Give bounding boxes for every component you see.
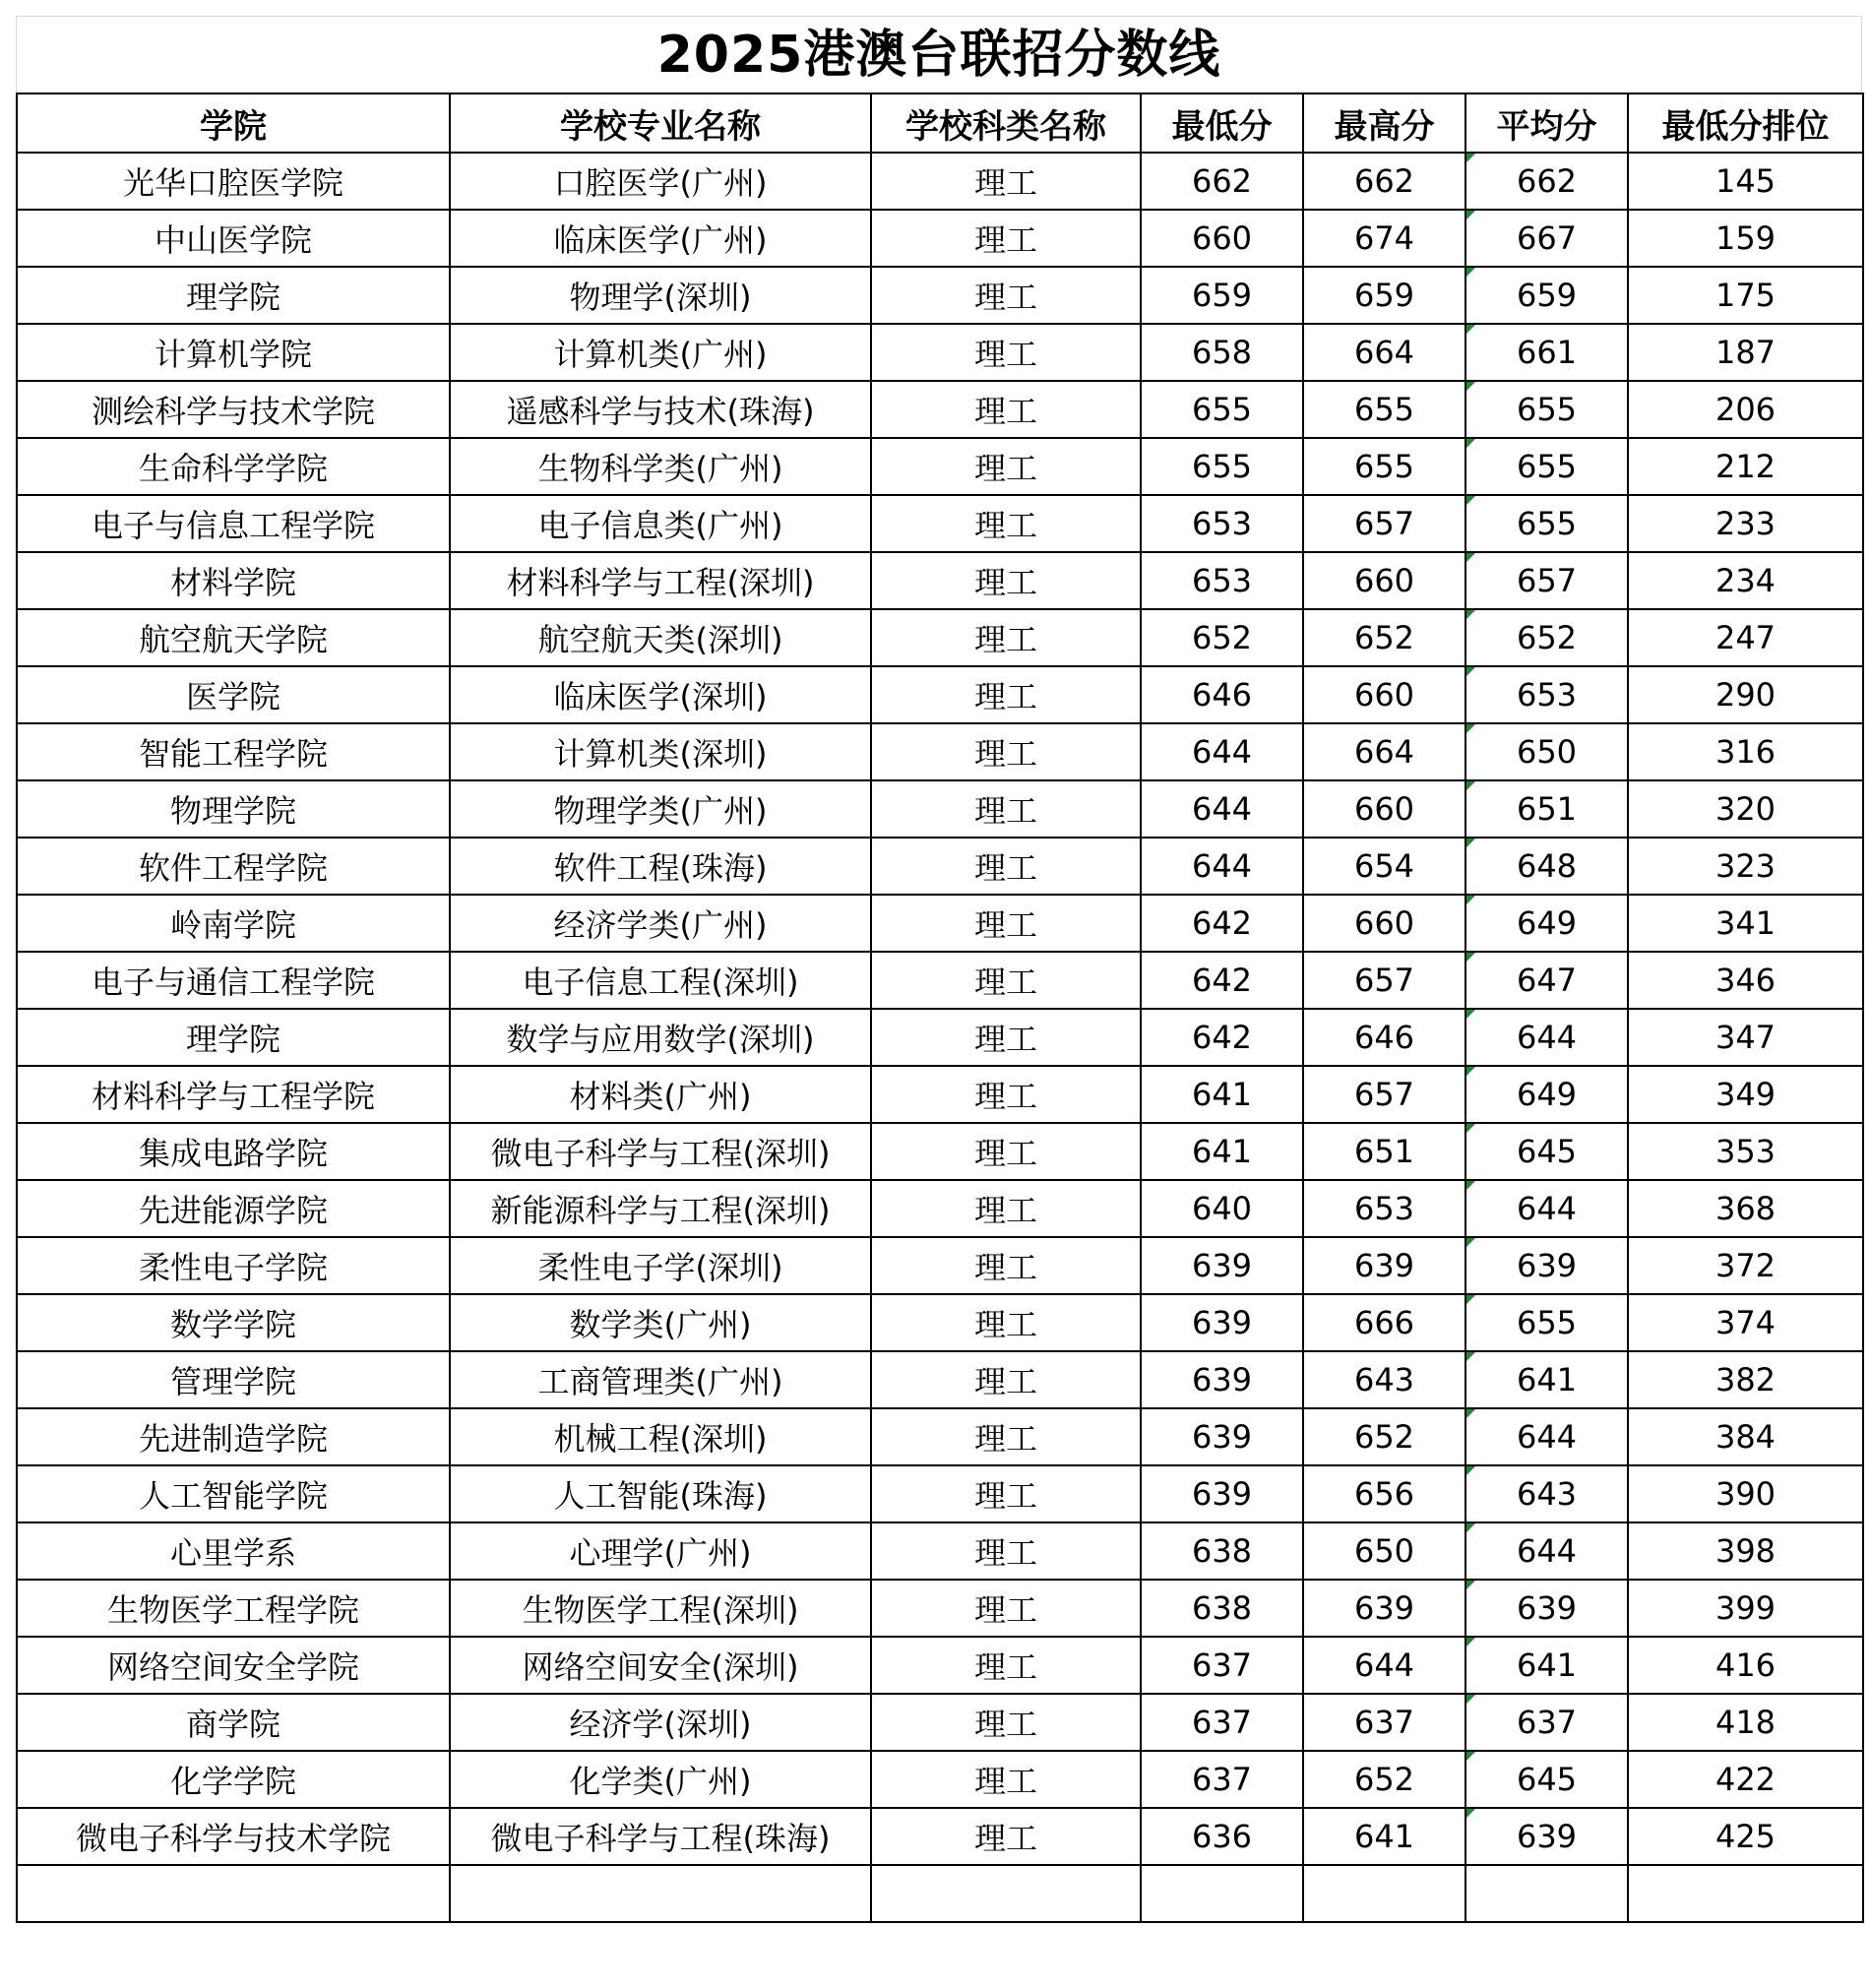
table-row xyxy=(17,838,1863,895)
category-cell[interactable]: 理工 xyxy=(871,895,1141,952)
max-score-cell[interactable]: 660 xyxy=(1303,666,1465,723)
category-cell[interactable]: 理工 xyxy=(871,666,1141,723)
category-cell[interactable]: 理工 xyxy=(871,1580,1141,1637)
max-score-cell[interactable]: 652 xyxy=(1303,1751,1465,1808)
category-cell[interactable]: 理工 xyxy=(871,1522,1141,1580)
max-score-cell[interactable]: 641 xyxy=(1303,1808,1465,1865)
table-row xyxy=(17,609,1863,666)
min-rank-cell[interactable]: 398 xyxy=(1628,1522,1863,1580)
max-score-cell[interactable]: 653 xyxy=(1303,1180,1465,1237)
major-cell[interactable]: 心理学(广州) xyxy=(450,1522,871,1580)
major-cell[interactable]: 遥感科学与技术(珠海) xyxy=(450,381,871,438)
min-score-cell[interactable]: 641 xyxy=(1141,1123,1303,1180)
major-cell[interactable]: 计算机类(深圳) xyxy=(450,723,871,780)
table-row xyxy=(17,723,1863,780)
min-score-cell[interactable]: 644 xyxy=(1141,780,1303,838)
avg-score-cell[interactable]: 655 xyxy=(1465,381,1628,438)
min-rank-cell[interactable]: 384 xyxy=(1628,1408,1863,1465)
category-cell[interactable]: 理工 xyxy=(871,210,1141,267)
major-cell[interactable]: 化学类(广州) xyxy=(450,1751,871,1808)
category-cell[interactable]: 理工 xyxy=(871,1180,1141,1237)
avg-score-cell[interactable]: 647 xyxy=(1465,952,1628,1009)
major-cell[interactable]: 材料类(广州) xyxy=(450,1066,871,1123)
max-score-cell[interactable]: 643 xyxy=(1303,1351,1465,1408)
min-rank-cell[interactable]: 346 xyxy=(1628,952,1863,1009)
min-rank-cell[interactable]: 422 xyxy=(1628,1751,1863,1808)
college-cell[interactable]: 数学学院 xyxy=(17,1294,450,1351)
avg-score-cell[interactable]: 639 xyxy=(1465,1808,1628,1865)
category-cell[interactable]: 理工 xyxy=(871,381,1141,438)
min-rank-cell[interactable]: 316 xyxy=(1628,723,1863,780)
major-cell[interactable]: 生物科学类(广州) xyxy=(450,438,871,495)
column-header-category: 学校科类名称 xyxy=(871,93,1141,153)
min-score-cell[interactable]: 639 xyxy=(1141,1408,1303,1465)
category-cell[interactable]: 理工 xyxy=(871,552,1141,609)
category-cell[interactable]: 理工 xyxy=(871,1294,1141,1351)
avg-score-cell[interactable]: 659 xyxy=(1465,267,1628,324)
avg-score-cell[interactable]: 650 xyxy=(1465,723,1628,780)
avg-score-cell[interactable]: 644 xyxy=(1465,1522,1628,1580)
table-row xyxy=(17,1180,1863,1237)
avg-score-cell[interactable]: 644 xyxy=(1465,1180,1628,1237)
major-cell[interactable]: 生物医学工程(深圳) xyxy=(450,1580,871,1637)
major-cell[interactable]: 网络空间安全(深圳) xyxy=(450,1637,871,1694)
category-cell[interactable]: 理工 xyxy=(871,267,1141,324)
spreadsheet xyxy=(16,16,1862,1923)
max-score-cell[interactable]: 655 xyxy=(1303,381,1465,438)
min-rank-cell[interactable]: 368 xyxy=(1628,1180,1863,1237)
avg-score-cell[interactable]: 639 xyxy=(1465,1580,1628,1637)
min-score-cell[interactable]: 637 xyxy=(1141,1637,1303,1694)
category-cell[interactable]: 理工 xyxy=(871,324,1141,381)
college-cell[interactable]: 电子与信息工程学院 xyxy=(17,495,450,552)
min-rank-cell[interactable]: 341 xyxy=(1628,895,1863,952)
table-row xyxy=(17,780,1863,838)
min-rank-cell[interactable]: 372 xyxy=(1628,1237,1863,1294)
college-cell[interactable]: 中山医学院 xyxy=(17,210,450,267)
table-row xyxy=(17,1580,1863,1637)
college-cell[interactable]: 航空航天学院 xyxy=(17,609,450,666)
max-score-cell[interactable]: 659 xyxy=(1303,267,1465,324)
min-rank-cell[interactable]: 206 xyxy=(1628,381,1863,438)
min-score-cell[interactable]: 638 xyxy=(1141,1522,1303,1580)
min-rank-cell[interactable]: 159 xyxy=(1628,210,1863,267)
avg-score-cell[interactable]: 644 xyxy=(1465,1009,1628,1066)
college-cell[interactable]: 先进能源学院 xyxy=(17,1180,450,1237)
category-cell[interactable]: 理工 xyxy=(871,1009,1141,1066)
table-row xyxy=(17,381,1863,438)
college-cell[interactable]: 软件工程学院 xyxy=(17,838,450,895)
min-rank-cell[interactable]: 425 xyxy=(1628,1808,1863,1865)
header-row xyxy=(17,93,1863,153)
table-row xyxy=(17,438,1863,495)
college-cell[interactable]: 集成电路学院 xyxy=(17,1123,450,1180)
min-score-cell[interactable]: 659 xyxy=(1141,267,1303,324)
min-score-cell[interactable]: 662 xyxy=(1141,153,1303,210)
table-row xyxy=(17,1465,1863,1522)
category-cell[interactable]: 理工 xyxy=(871,1123,1141,1180)
college-cell[interactable]: 管理学院 xyxy=(17,1351,450,1408)
min-score-cell[interactable]: 636 xyxy=(1141,1808,1303,1865)
max-score-cell[interactable]: 652 xyxy=(1303,1408,1465,1465)
category-cell[interactable]: 理工 xyxy=(871,1237,1141,1294)
min-rank-cell[interactable]: 187 xyxy=(1628,324,1863,381)
min-score-cell[interactable]: 653 xyxy=(1141,552,1303,609)
college-cell[interactable]: 理学院 xyxy=(17,1009,450,1066)
min-score-cell[interactable]: 639 xyxy=(1141,1351,1303,1408)
major-cell[interactable]: 材料科学与工程(深圳) xyxy=(450,552,871,609)
avg-score-cell[interactable]: 657 xyxy=(1465,552,1628,609)
min-score-cell[interactable]: 644 xyxy=(1141,838,1303,895)
avg-score-cell[interactable]: 655 xyxy=(1465,495,1628,552)
category-cell[interactable]: 理工 xyxy=(871,1808,1141,1865)
college-cell[interactable]: 柔性电子学院 xyxy=(17,1237,450,1294)
min-rank-cell[interactable]: 390 xyxy=(1628,1465,1863,1522)
college-cell[interactable]: 计算机学院 xyxy=(17,324,450,381)
college-cell[interactable]: 电子与通信工程学院 xyxy=(17,952,450,1009)
blank-cell xyxy=(1628,1865,1863,1922)
max-score-cell[interactable]: 639 xyxy=(1303,1580,1465,1637)
avg-score-cell[interactable]: 652 xyxy=(1465,609,1628,666)
min-score-cell[interactable]: 655 xyxy=(1141,381,1303,438)
blank-cell xyxy=(450,1865,871,1922)
category-cell[interactable]: 理工 xyxy=(871,438,1141,495)
college-cell[interactable]: 人工智能学院 xyxy=(17,1465,450,1522)
table-row xyxy=(17,1808,1863,1865)
major-cell[interactable]: 航空航天类(深圳) xyxy=(450,609,871,666)
category-cell[interactable]: 理工 xyxy=(871,838,1141,895)
min-rank-cell[interactable]: 234 xyxy=(1628,552,1863,609)
college-cell[interactable]: 心里学系 xyxy=(17,1522,450,1580)
max-score-cell[interactable]: 666 xyxy=(1303,1294,1465,1351)
college-cell[interactable]: 网络空间安全学院 xyxy=(17,1637,450,1694)
max-score-cell[interactable]: 657 xyxy=(1303,952,1465,1009)
max-score-cell[interactable]: 639 xyxy=(1303,1237,1465,1294)
major-cell[interactable]: 人工智能(珠海) xyxy=(450,1465,871,1522)
category-cell[interactable]: 理工 xyxy=(871,1066,1141,1123)
max-score-cell[interactable]: 652 xyxy=(1303,609,1465,666)
max-score-cell[interactable]: 657 xyxy=(1303,495,1465,552)
min-rank-cell[interactable]: 374 xyxy=(1628,1294,1863,1351)
min-score-cell[interactable]: 638 xyxy=(1141,1580,1303,1637)
score-table xyxy=(16,93,1864,1923)
table-row xyxy=(17,552,1863,609)
blank-cell xyxy=(871,1865,1141,1922)
college-cell[interactable]: 商学院 xyxy=(17,1694,450,1751)
avg-score-cell[interactable]: 655 xyxy=(1465,1294,1628,1351)
min-score-cell[interactable]: 637 xyxy=(1141,1694,1303,1751)
max-score-cell[interactable]: 660 xyxy=(1303,895,1465,952)
max-score-cell[interactable]: 637 xyxy=(1303,1694,1465,1751)
avg-score-cell[interactable]: 645 xyxy=(1465,1123,1628,1180)
min-score-cell[interactable]: 639 xyxy=(1141,1465,1303,1522)
category-cell[interactable]: 理工 xyxy=(871,609,1141,666)
max-score-cell[interactable]: 651 xyxy=(1303,1123,1465,1180)
major-cell[interactable]: 数学与应用数学(深圳) xyxy=(450,1009,871,1066)
max-score-cell[interactable]: 644 xyxy=(1303,1637,1465,1694)
major-cell[interactable]: 工商管理类(广州) xyxy=(450,1351,871,1408)
major-cell[interactable]: 软件工程(珠海) xyxy=(450,838,871,895)
min-score-cell[interactable]: 655 xyxy=(1141,438,1303,495)
major-cell[interactable]: 物理学类(广州) xyxy=(450,780,871,838)
min-score-cell[interactable]: 646 xyxy=(1141,666,1303,723)
min-score-cell[interactable]: 637 xyxy=(1141,1751,1303,1808)
max-score-cell[interactable]: 654 xyxy=(1303,838,1465,895)
table-row xyxy=(17,1408,1863,1465)
max-score-cell[interactable]: 656 xyxy=(1303,1465,1465,1522)
college-cell[interactable]: 微电子科学与技术学院 xyxy=(17,1808,450,1865)
major-cell[interactable]: 微电子科学与工程(深圳) xyxy=(450,1123,871,1180)
college-cell[interactable]: 岭南学院 xyxy=(17,895,450,952)
college-cell[interactable]: 生命科学学院 xyxy=(17,438,450,495)
major-cell[interactable]: 电子信息类(广州) xyxy=(450,495,871,552)
category-cell[interactable]: 理工 xyxy=(871,1408,1141,1465)
sheet-title: 2025港澳台联招分数线 xyxy=(16,16,1862,93)
avg-score-cell[interactable]: 667 xyxy=(1465,210,1628,267)
min-rank-cell[interactable]: 233 xyxy=(1628,495,1863,552)
major-cell[interactable]: 新能源科学与工程(深圳) xyxy=(450,1180,871,1237)
table-row xyxy=(17,895,1863,952)
min-rank-cell[interactable]: 399 xyxy=(1628,1580,1863,1637)
max-score-cell[interactable]: 646 xyxy=(1303,1009,1465,1066)
college-cell[interactable]: 生物医学工程学院 xyxy=(17,1580,450,1637)
avg-score-cell[interactable]: 637 xyxy=(1465,1694,1628,1751)
college-cell[interactable]: 测绘科学与技术学院 xyxy=(17,381,450,438)
blank-row xyxy=(17,1865,1863,1922)
min-rank-cell[interactable]: 212 xyxy=(1628,438,1863,495)
category-cell[interactable]: 理工 xyxy=(871,780,1141,838)
table-body xyxy=(17,153,1863,1865)
table-row xyxy=(17,1009,1863,1066)
column-header-avg-score: 平均分 xyxy=(1465,93,1628,153)
major-cell[interactable]: 电子信息工程(深圳) xyxy=(450,952,871,1009)
min-rank-cell[interactable]: 145 xyxy=(1628,153,1863,210)
column-header-min-rank: 最低分排位 xyxy=(1628,93,1863,153)
college-cell[interactable]: 先进制造学院 xyxy=(17,1408,450,1465)
min-score-cell[interactable]: 639 xyxy=(1141,1237,1303,1294)
min-rank-cell[interactable]: 320 xyxy=(1628,780,1863,838)
major-cell[interactable]: 微电子科学与工程(珠海) xyxy=(450,1808,871,1865)
table-row xyxy=(17,153,1863,210)
major-cell[interactable]: 口腔医学(广州) xyxy=(450,153,871,210)
blank-cell xyxy=(17,1865,450,1922)
column-header-major: 学校专业名称 xyxy=(450,93,871,153)
category-cell[interactable]: 理工 xyxy=(871,1751,1141,1808)
avg-score-cell[interactable]: 644 xyxy=(1465,1408,1628,1465)
avg-score-cell[interactable]: 655 xyxy=(1465,438,1628,495)
min-rank-cell[interactable]: 175 xyxy=(1628,267,1863,324)
major-cell[interactable]: 数学类(广州) xyxy=(450,1294,871,1351)
college-cell[interactable]: 材料科学与工程学院 xyxy=(17,1066,450,1123)
min-score-cell[interactable]: 644 xyxy=(1141,723,1303,780)
avg-score-cell[interactable]: 643 xyxy=(1465,1465,1628,1522)
max-score-cell[interactable]: 660 xyxy=(1303,780,1465,838)
avg-score-cell[interactable]: 651 xyxy=(1465,780,1628,838)
max-score-cell[interactable]: 660 xyxy=(1303,552,1465,609)
min-rank-cell[interactable]: 323 xyxy=(1628,838,1863,895)
major-cell[interactable]: 临床医学(深圳) xyxy=(450,666,871,723)
min-rank-cell[interactable]: 247 xyxy=(1628,609,1863,666)
category-cell[interactable]: 理工 xyxy=(871,153,1141,210)
min-score-cell[interactable]: 642 xyxy=(1141,1009,1303,1066)
max-score-cell[interactable]: 655 xyxy=(1303,438,1465,495)
max-score-cell[interactable]: 657 xyxy=(1303,1066,1465,1123)
blank-cell xyxy=(1141,1865,1303,1922)
avg-score-cell[interactable]: 641 xyxy=(1465,1637,1628,1694)
category-cell[interactable]: 理工 xyxy=(871,1465,1141,1522)
min-rank-cell[interactable]: 353 xyxy=(1628,1123,1863,1180)
avg-score-cell[interactable]: 649 xyxy=(1465,1066,1628,1123)
min-score-cell[interactable]: 642 xyxy=(1141,952,1303,1009)
category-cell[interactable]: 理工 xyxy=(871,1694,1141,1751)
major-cell[interactable]: 临床医学(广州) xyxy=(450,210,871,267)
table-row xyxy=(17,952,1863,1009)
avg-score-cell[interactable]: 639 xyxy=(1465,1237,1628,1294)
avg-score-cell[interactable]: 661 xyxy=(1465,324,1628,381)
min-score-cell[interactable]: 642 xyxy=(1141,895,1303,952)
max-score-cell[interactable]: 674 xyxy=(1303,210,1465,267)
avg-score-cell[interactable]: 641 xyxy=(1465,1351,1628,1408)
min-rank-cell[interactable]: 416 xyxy=(1628,1637,1863,1694)
max-score-cell[interactable]: 664 xyxy=(1303,324,1465,381)
min-rank-cell[interactable]: 347 xyxy=(1628,1009,1863,1066)
avg-score-cell[interactable]: 662 xyxy=(1465,153,1628,210)
min-rank-cell[interactable]: 418 xyxy=(1628,1694,1863,1751)
major-cell[interactable]: 经济学类(广州) xyxy=(450,895,871,952)
category-cell[interactable]: 理工 xyxy=(871,723,1141,780)
category-cell[interactable]: 理工 xyxy=(871,495,1141,552)
min-rank-cell[interactable]: 290 xyxy=(1628,666,1863,723)
college-cell[interactable]: 物理学院 xyxy=(17,780,450,838)
major-cell[interactable]: 计算机类(广州) xyxy=(450,324,871,381)
major-cell[interactable]: 物理学(深圳) xyxy=(450,267,871,324)
max-score-cell[interactable]: 662 xyxy=(1303,153,1465,210)
major-cell[interactable]: 经济学(深圳) xyxy=(450,1694,871,1751)
table-row xyxy=(17,1637,1863,1694)
max-score-cell[interactable]: 664 xyxy=(1303,723,1465,780)
min-score-cell[interactable]: 641 xyxy=(1141,1066,1303,1123)
column-header-min-score: 最低分 xyxy=(1141,93,1303,153)
avg-score-cell[interactable]: 648 xyxy=(1465,838,1628,895)
blank-cell xyxy=(1465,1865,1628,1922)
table-row xyxy=(17,1522,1863,1580)
avg-score-cell[interactable]: 653 xyxy=(1465,666,1628,723)
table-row xyxy=(17,324,1863,381)
column-header-max-score: 最高分 xyxy=(1303,93,1465,153)
college-cell[interactable]: 智能工程学院 xyxy=(17,723,450,780)
min-rank-cell[interactable]: 349 xyxy=(1628,1066,1863,1123)
table-row xyxy=(17,1751,1863,1808)
table-row xyxy=(17,1066,1863,1123)
category-cell[interactable]: 理工 xyxy=(871,952,1141,1009)
avg-score-cell[interactable]: 649 xyxy=(1465,895,1628,952)
min-score-cell[interactable]: 639 xyxy=(1141,1294,1303,1351)
college-cell[interactable]: 理学院 xyxy=(17,267,450,324)
min-score-cell[interactable]: 653 xyxy=(1141,495,1303,552)
table-row xyxy=(17,666,1863,723)
category-cell[interactable]: 理工 xyxy=(871,1637,1141,1694)
min-score-cell[interactable]: 660 xyxy=(1141,210,1303,267)
table-row xyxy=(17,1237,1863,1294)
college-cell[interactable]: 材料学院 xyxy=(17,552,450,609)
college-cell[interactable]: 化学学院 xyxy=(17,1751,450,1808)
min-rank-cell[interactable]: 382 xyxy=(1628,1351,1863,1408)
table-row xyxy=(17,1294,1863,1351)
college-cell[interactable]: 光华口腔医学院 xyxy=(17,153,450,210)
table-row xyxy=(17,267,1863,324)
min-score-cell[interactable]: 652 xyxy=(1141,609,1303,666)
max-score-cell[interactable]: 650 xyxy=(1303,1522,1465,1580)
min-score-cell[interactable]: 640 xyxy=(1141,1180,1303,1237)
table-row xyxy=(17,1351,1863,1408)
table-row xyxy=(17,1123,1863,1180)
blank-cell xyxy=(1303,1865,1465,1922)
category-cell[interactable]: 理工 xyxy=(871,1351,1141,1408)
major-cell[interactable]: 柔性电子学(深圳) xyxy=(450,1237,871,1294)
column-header-college: 学院 xyxy=(17,93,450,153)
major-cell[interactable]: 机械工程(深圳) xyxy=(450,1408,871,1465)
table-row xyxy=(17,495,1863,552)
min-score-cell[interactable]: 658 xyxy=(1141,324,1303,381)
avg-score-cell[interactable]: 645 xyxy=(1465,1751,1628,1808)
table-row xyxy=(17,1694,1863,1751)
table-row xyxy=(17,210,1863,267)
college-cell[interactable]: 医学院 xyxy=(17,666,450,723)
